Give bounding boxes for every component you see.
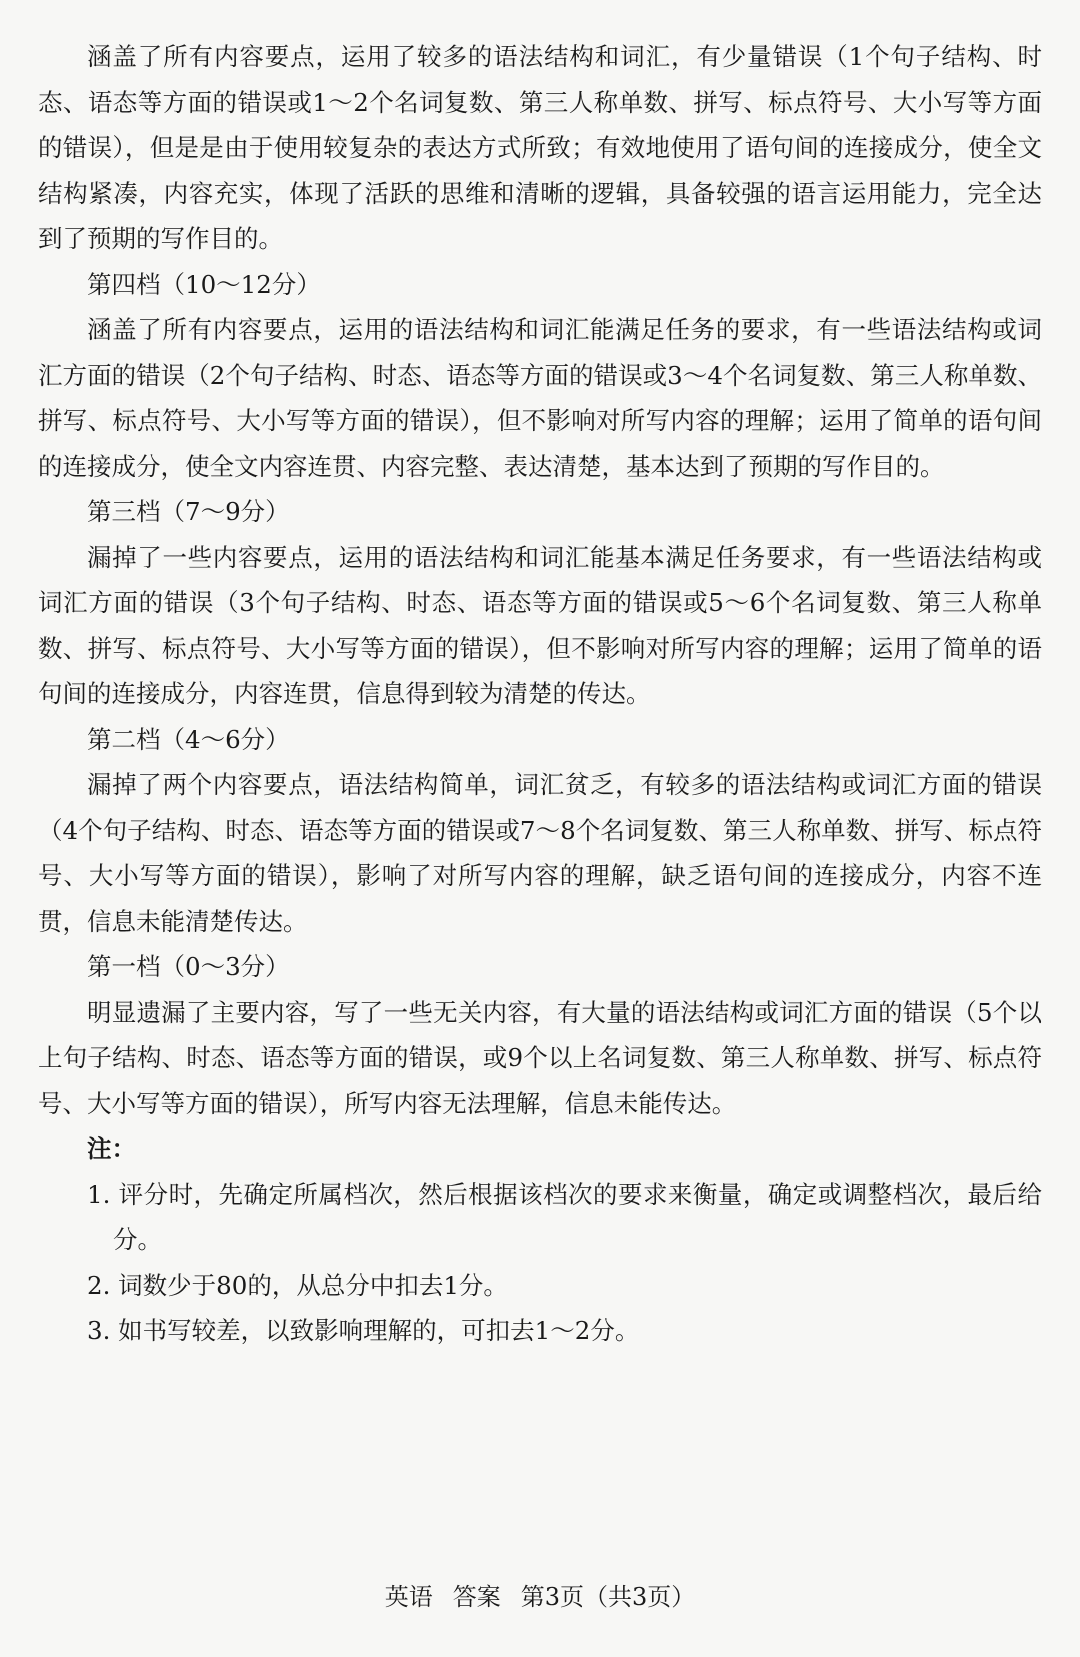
grade1-heading: 第一档（0～3分） (87, 952, 290, 981)
grade3-description: 漏掉了一些内容要点，运用的语法结构和词汇能基本满足任务要求，有一些语法结构或词汇方面的错误（3个句子结构、时态、语态等方面的错误或5～6个名词复数、第三人称单数、拼写、标点符号、大小写等方面的错误），但不影响对所写内容的理解；运用了简单的语句间的连接成分，内容连贯，信息得到较为清楚的传达。 (38, 542, 1042, 708)
page-content (38, 34, 1042, 1354)
footer-type: 答案 (452, 1583, 501, 1611)
grade2-description: 漏掉了两个内容要点，语法结构简单，词汇贫乏，有较多的语法结构或词汇方面的错误（4个句子结构、时态、语态等方面的错误或7～8个名词复数、第三人称单数、拼写、标点符号、大小写等方面的错误），影响了对所写内容的理解，缺乏语句间的连接成分，内容不连贯，信息未能清楚传达。 (38, 770, 1042, 936)
footer-page-number: 第3页（共3页） (520, 1583, 696, 1611)
grade4-heading: 第四档（10～12分） (87, 269, 321, 299)
note-item-2: 2. 词数少于80的，从总分中扣去1分。 (87, 1270, 508, 1300)
grade5-description: 涵盖了所有内容要点，运用了较多的语法结构和词汇，有少量错误（1个句子结构、时态、语态等方面的错误或1～2个名词复数、第三人称单数、拼写、标点符号、大小写等方面的错误），但是是由于使用较复杂的表达方式所致；有效地使用了语句间的连接成分，使全文结构紧凑，内容充实，体现了活跃的思维和清晰的逻辑，具备较强的语言运用能力，完全达到了预期的写作目的。 (38, 42, 1042, 253)
note-item-1: 1. 评分时，先确定所属档次，然后根据该档次的要求来衡量，确定或调整档次，最后给分。 (87, 1179, 1042, 1254)
grade4-description: 涵盖了所有内容要点，运用的语法结构和词汇能满足任务的要求，有一些语法结构或词汇方面的错误（2个句子结构、时态、语态等方面的错误或3～4个名词复数、第三人称单数、拼写、标点符号、大小写等方面的错误），但不影响对所写内容的理解；运用了简单的语句间的连接成分，使全文内容连贯、内容完整、表达清楚，基本达到了预期的写作目的。 (38, 315, 1042, 481)
footer-subject: 英语 (384, 1583, 433, 1611)
page-footer (0, 1582, 1080, 1612)
notes-label: 注： (87, 1134, 136, 1163)
grade2-heading: 第二档（4～6分） (87, 724, 290, 754)
grade1-description: 明显遗漏了主要内容，写了一些无关内容，有大量的语法结构或词汇方面的错误（5个以上句子结构、时态、语态等方面的错误，或9个以上名词复数、第三人称单数、拼写、标点符号、大小写等方面的错误），所写内容无法理解，信息未能传达。 (38, 997, 1042, 1118)
note-item-3: 3. 如书写较差，以致影响理解的，可扣去1～2分。 (87, 1316, 640, 1345)
grade3-heading: 第三档（7～9分） (87, 497, 290, 526)
